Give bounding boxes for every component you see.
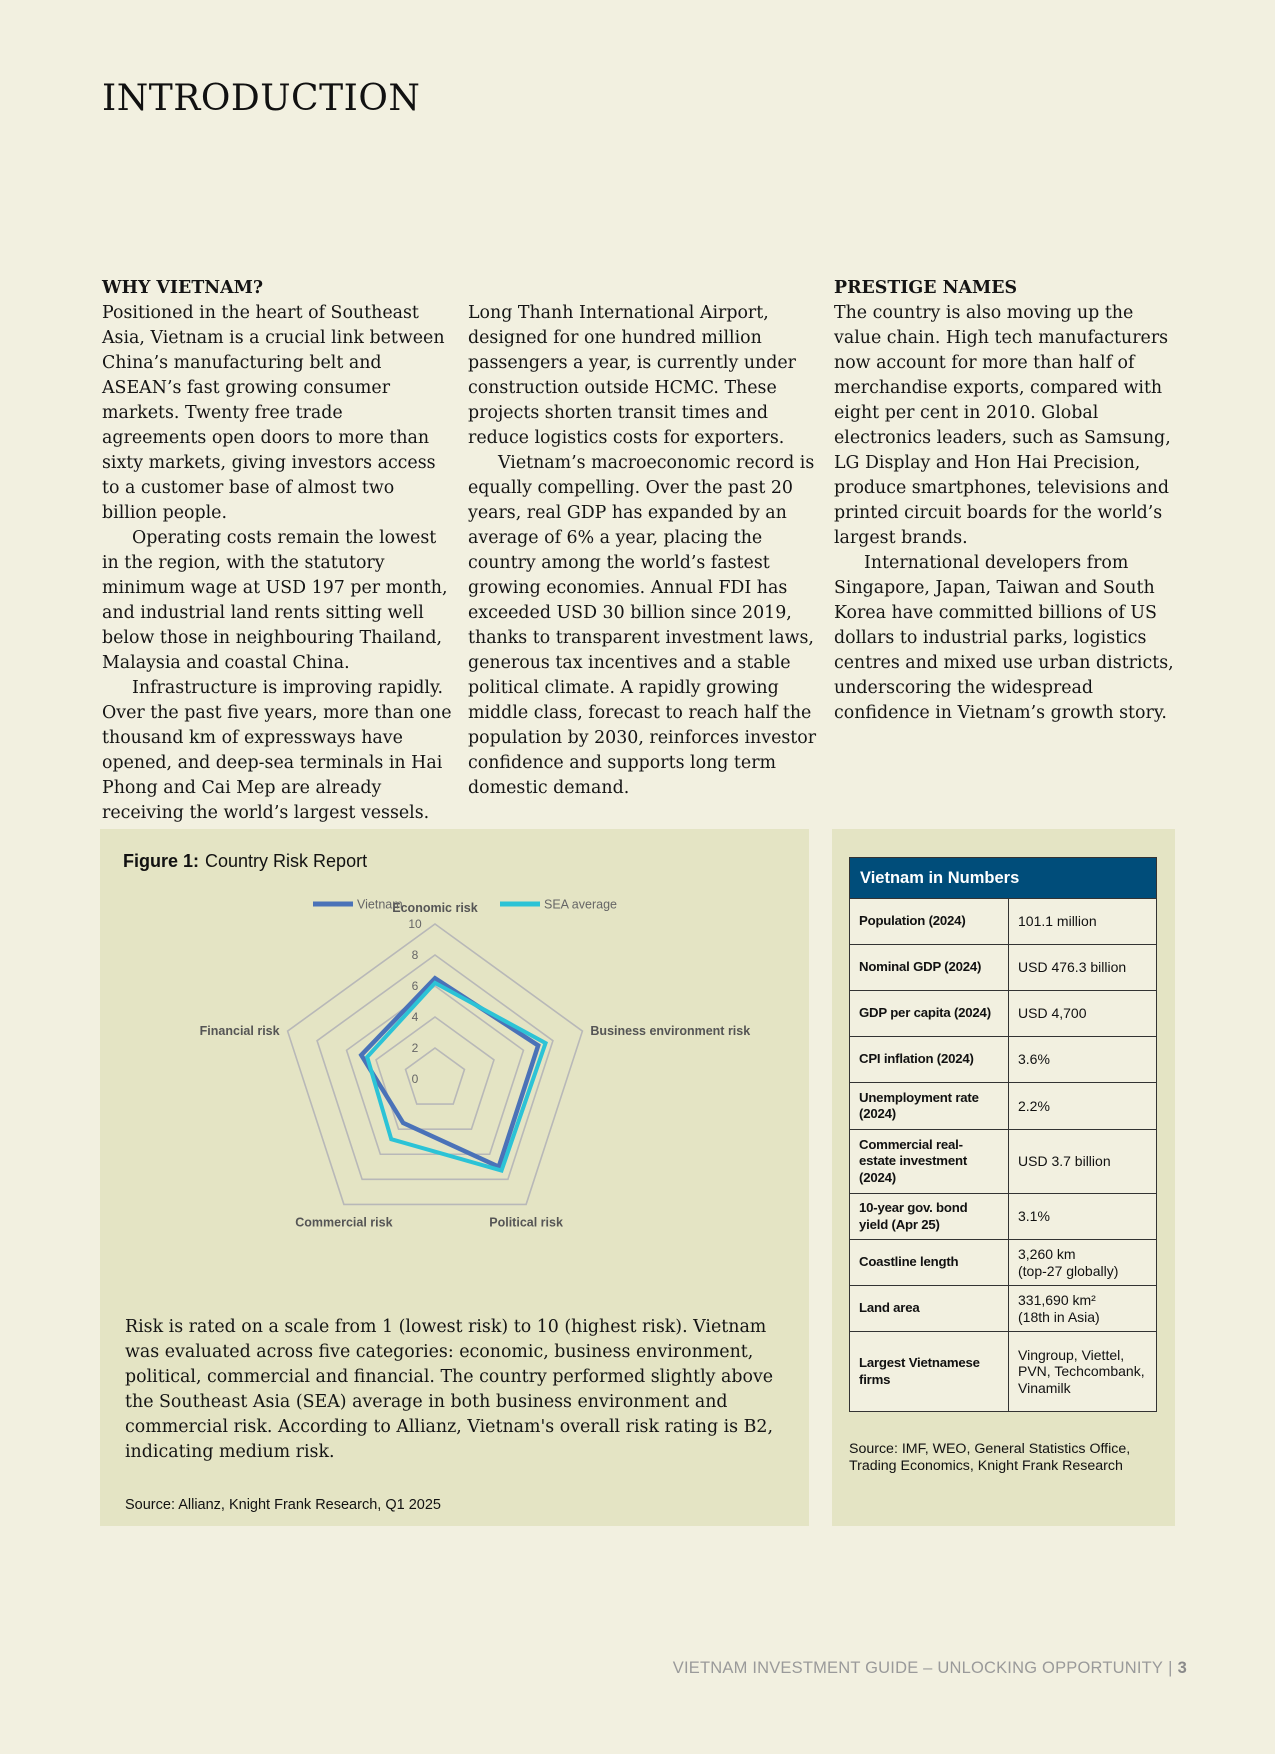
radar-chart	[100, 889, 809, 1309]
numbers-row-value: USD 3.7 billion	[1009, 1130, 1157, 1194]
column-middle	[468, 301, 818, 801]
numbers-table-heading: Vietnam in Numbers	[850, 858, 1157, 899]
numbers-table-row	[850, 945, 1157, 991]
radar-tick-label: 2	[411, 1041, 419, 1055]
footer-text: VIETNAM INVESTMENT GUIDE – UNLOCKING OPPORTUNITY	[672, 1659, 1164, 1677]
numbers-table-row	[850, 1037, 1157, 1083]
numbers-row-label: Unemployment rate (2024)	[850, 1083, 1009, 1130]
radar-axis-label: Political risk	[489, 1215, 563, 1230]
figure-source: Source: Allianz, Knight Frank Research, Q1 2025	[125, 1497, 441, 1513]
numbers-row-label: CPI inflation (2024)	[850, 1037, 1009, 1083]
numbers-row-label: Coastline length	[850, 1240, 1009, 1286]
paragraph: Positioned in the heart of Southeast Asia, Vietnam is a crucial link between China’s manufacturing belt and ASEAN’s fast growing consumer markets. Twenty free trade agreements open doors to more than sixty markets, giving investors access to a customer base of almost two billion people.	[102, 303, 445, 523]
radar-grid-ring	[376, 1017, 494, 1129]
numbers-row-value: 2.2%	[1009, 1083, 1157, 1130]
numbers-row-label: GDP per capita (2024)	[850, 991, 1009, 1037]
numbers-panel	[832, 829, 1175, 1526]
numbers-row-label: 10-year gov. bond yield (Apr 25)	[850, 1194, 1009, 1240]
numbers-row-label: Land area	[850, 1286, 1009, 1332]
figure-label: Figure 1:	[123, 851, 200, 871]
radar-axis-label: Commercial risk	[295, 1215, 393, 1230]
page-title: INTRODUCTION	[102, 78, 421, 119]
numbers-table-row	[850, 991, 1157, 1037]
paragraph: Operating costs remain the lowest in the region, with the statutory minimum wage at USD 197 per month, and industrial land rents sitting well below those in neighbouring Thailand, Malaysia and coastal China.	[102, 528, 448, 673]
numbers-row-value: 3.6%	[1009, 1037, 1157, 1083]
column-why-vietnam	[102, 276, 452, 826]
section-heading-why-vietnam: WHY VIETNAM?	[102, 278, 264, 298]
numbers-row-value: Vingroup, Viettel, PVN, Techcombank, Vinamilk	[1009, 1332, 1157, 1412]
figure-caption: Risk is rated on a scale from 1 (lowest risk) to 10 (highest risk). Vietnam was evaluated across five categories: economic, business environment, political, commercial and financial. The country performed slightly above the Southeast Asia (SEA) average in both business environment and commercial risk. According to Allianz, Vietnam's overall risk rating is B2, indicating medium risk.	[125, 1317, 774, 1462]
numbers-table-row	[850, 1286, 1157, 1332]
radar-axis-label: Financial risk	[199, 1024, 280, 1039]
radar-tick-label: 10	[408, 917, 422, 931]
numbers-row-value: 331,690 km² (18th in Asia)	[1009, 1286, 1157, 1332]
numbers-table-row	[850, 1194, 1157, 1240]
radar-axis-label: Economic risk	[392, 901, 478, 915]
paragraph: The country is also moving up the value chain. High tech manufacturers now account for more than half of merchandise exports, compared with eight per cent in 2010. Global electronics leaders, such as Samsung, LG Display and Hon Hai Precision, produce smartphones, televisions and printed circuit boards for the world’s largest brands.	[834, 303, 1171, 548]
legend-label: Vietnam	[357, 897, 403, 912]
paragraph: Infrastructure is improving rapidly. Over the past five years, more than one thousand km of expressways have opened, and deep-sea terminals in Hai Phong and Cai Mep are already receiving the world’s largest vessels.	[102, 678, 452, 823]
numbers-table-row	[850, 1240, 1157, 1286]
numbers-table-row	[850, 899, 1157, 945]
numbers-row-label: Population (2024)	[850, 899, 1009, 945]
numbers-row-value: USD 476.3 billion	[1009, 945, 1157, 991]
paragraph: Vietnam’s macroeconomic record is equally compelling. Over the past 20 years, real GDP has expanded by an average of 6% a year, placing the country among the world’s fastest growing economies. Annual FDI has exceeded USD 30 billion since 2019, thanks to transparent investment laws, generous tax incentives and a stable political climate. A rapidly growing middle class, forecast to reach half the population by 2030, reinforces investor confidence and supports long term domestic demand.	[468, 453, 817, 798]
numbers-table-row	[850, 1332, 1157, 1412]
radar-tick-label: 6	[411, 979, 419, 993]
page-number: 3	[1177, 1659, 1187, 1677]
section-heading-prestige-names: PRESTIGE NAMES	[834, 278, 1018, 298]
numbers-row-label: Nominal GDP (2024)	[850, 945, 1009, 991]
numbers-table-row	[850, 1130, 1157, 1194]
numbers-row-value: 3.1%	[1009, 1194, 1157, 1240]
paragraph: International developers from Singapore, Japan, Taiwan and South Korea have committed billions of US dollars to industrial parks, logistics centres and mixed use urban districts, underscoring the widespread confidence in Vietnam’s growth story.	[834, 553, 1174, 723]
column-prestige-names	[834, 276, 1174, 726]
numbers-source: Source: IMF, WEO, General Statistics Office, Trading Economics, Knight Frank Research	[849, 1441, 1131, 1474]
radar-tick-label: 8	[411, 948, 419, 962]
legend-label: SEA average	[544, 897, 617, 912]
figure-title-text: Country Risk Report	[205, 851, 368, 871]
numbers-row-value: 3,260 km (top-27 globally)	[1009, 1240, 1157, 1286]
radar-tick-label: 0	[411, 1072, 419, 1086]
numbers-row-value: 101.1 million	[1009, 899, 1157, 945]
paragraph: Long Thanh International Airport, designed for one hundred million passengers a year, is currently under construction outside HCMC. These projects shorten transit times and reduce logistics costs for exporters.	[468, 303, 796, 448]
page-footer	[673, 1659, 1187, 1678]
figure-panel	[100, 829, 809, 1526]
numbers-row-value: USD 4,700	[1009, 991, 1157, 1037]
numbers-row-label: Commercial real-estate investment (2024)	[850, 1130, 1009, 1194]
radar-axis-label: Business environment risk	[590, 1024, 751, 1039]
footer-separator: |	[1168, 1659, 1173, 1677]
radar-tick-label: 4	[411, 1010, 419, 1024]
numbers-table-row	[850, 1083, 1157, 1130]
numbers-table	[849, 857, 1157, 1412]
figure-title	[123, 851, 367, 872]
numbers-row-label: Largest Vietnamese firms	[850, 1332, 1009, 1412]
radar-series-sea-average	[367, 983, 545, 1171]
